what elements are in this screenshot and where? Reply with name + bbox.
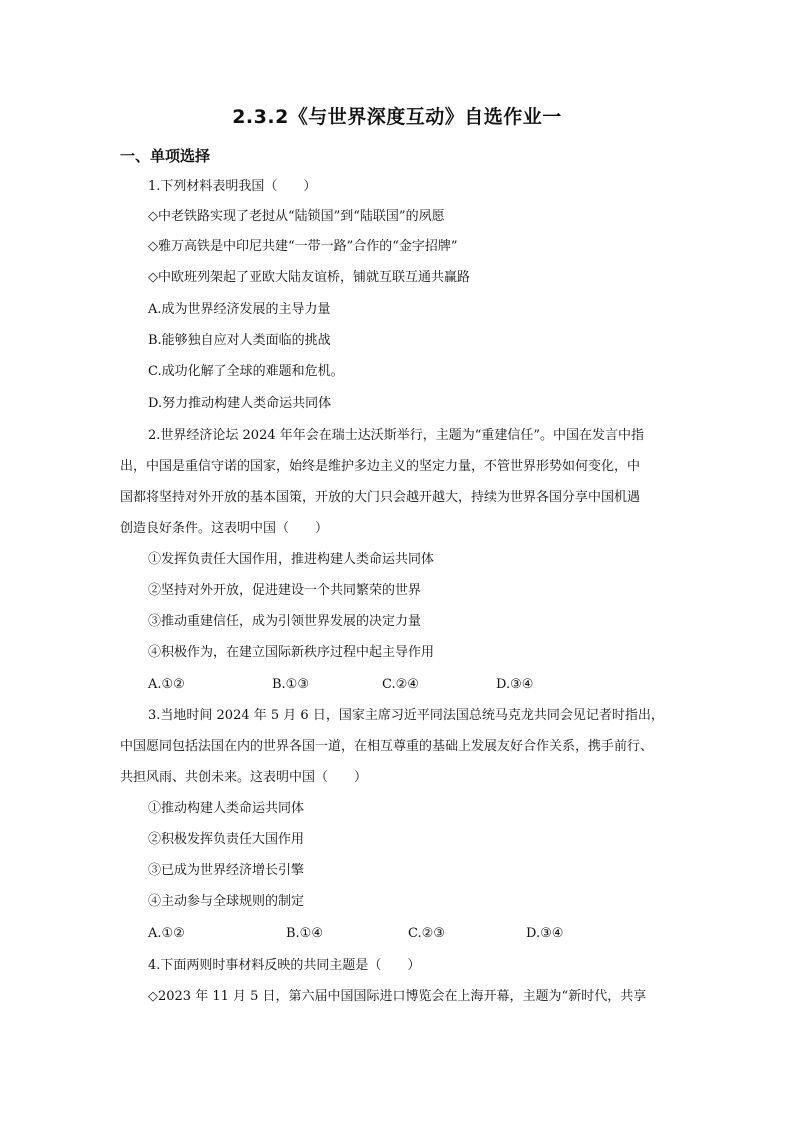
question-2-stem-line: 出，中国是重信守诺的国家，始终是维护多边主义的坚定力量，不管世界形势如何变化，中: [120, 459, 641, 474]
question-2-option-a: A.①②: [148, 677, 185, 692]
question-3-item: ①推动构建人类命运共同体: [148, 801, 305, 816]
question-1-material: ◇中欧班列架起了亚欧大陆友谊桥，铺就互联互通共赢路: [148, 270, 470, 285]
question-2-stem-line: 国都将坚持对外开放的基本国策，开放的大门只会越开越大，持续为世界各国分享中国机遇: [120, 490, 641, 505]
question-4-material: ◇2023 年 11 月 5 日，第六届中国国际进口博览会在上海开幕，主题为“新时代，共享: [148, 989, 647, 1004]
document-title: 2.3.2《与世界深度互动》自选作业一: [232, 106, 562, 128]
question-3-option-c: C.②③: [408, 926, 445, 941]
question-2-item: ①发挥负责任大国作用，推进构建人类命运共同体: [148, 552, 435, 567]
question-2-option-c: C.②④: [382, 677, 419, 692]
question-1-option-d: D.努力推动构建人类命运共同体: [148, 396, 332, 411]
question-1-option-c: C.成功化解了全球的难题和危机。: [148, 364, 344, 379]
question-2-option-b: B.①③: [272, 677, 309, 692]
question-2-stem-line: 2.世界经济论坛 2024 年年会在瑞士达沃斯举行，主题为“重建信任”。中国在发言中指: [148, 428, 645, 443]
question-2-stem-line: 创造良好条件。这表明中国（ ）: [120, 521, 329, 536]
question-3-stem-line: 3.当地时间 2024 年 5 月 6 日，国家主席习近平同法国总统马克龙共同会见记者时指出，: [148, 708, 664, 723]
question-3-option-a: A.①②: [148, 926, 185, 941]
question-4-stem: 4.下面两则时事材料反映的共同主题是（ ）: [148, 958, 421, 973]
question-3-stem-line: 共担风雨、共创未来。这表明中国（ ）: [120, 770, 368, 785]
question-2-option-d: D.③④: [496, 677, 534, 692]
question-3-item: ②积极发挥负责任大国作用: [148, 832, 305, 847]
question-1-material: ◇雅万高铁是中印尼共建“一带一路”合作的“金字招牌”: [148, 239, 458, 254]
question-2-item: ④积极作为，在建立国际新秩序过程中起主导作用: [148, 645, 435, 660]
question-3-stem-line: 中国愿同包括法国在内的世界各国一道，在相互尊重的基础上发展友好合作关系，携手前行、: [120, 739, 654, 754]
section-heading: 一、单项选择: [120, 147, 211, 165]
question-2-item: ③推动重建信任，成为引领世界发展的决定力量: [148, 614, 422, 629]
question-1-stem: 1.下列材料表明我国（ ）: [148, 179, 317, 194]
question-3-option-d: D.③④: [526, 926, 564, 941]
question-3-item: ④主动参与全球规则的制定: [148, 894, 305, 909]
question-1-option-b: B.能够独自应对人类面临的挑战: [148, 333, 331, 348]
question-1-option-a: A.成为世界经济发展的主导力量: [148, 302, 331, 317]
question-3-option-b: B.①④: [286, 926, 323, 941]
question-2-item: ②坚持对外开放，促进建设一个共同繁荣的世界: [148, 583, 422, 598]
question-1-material: ◇中老铁路实现了老挝从“陆锁国”到“陆联国”的夙愿: [148, 209, 445, 224]
question-3-item: ③已成为世界经济增长引擎: [148, 863, 305, 878]
